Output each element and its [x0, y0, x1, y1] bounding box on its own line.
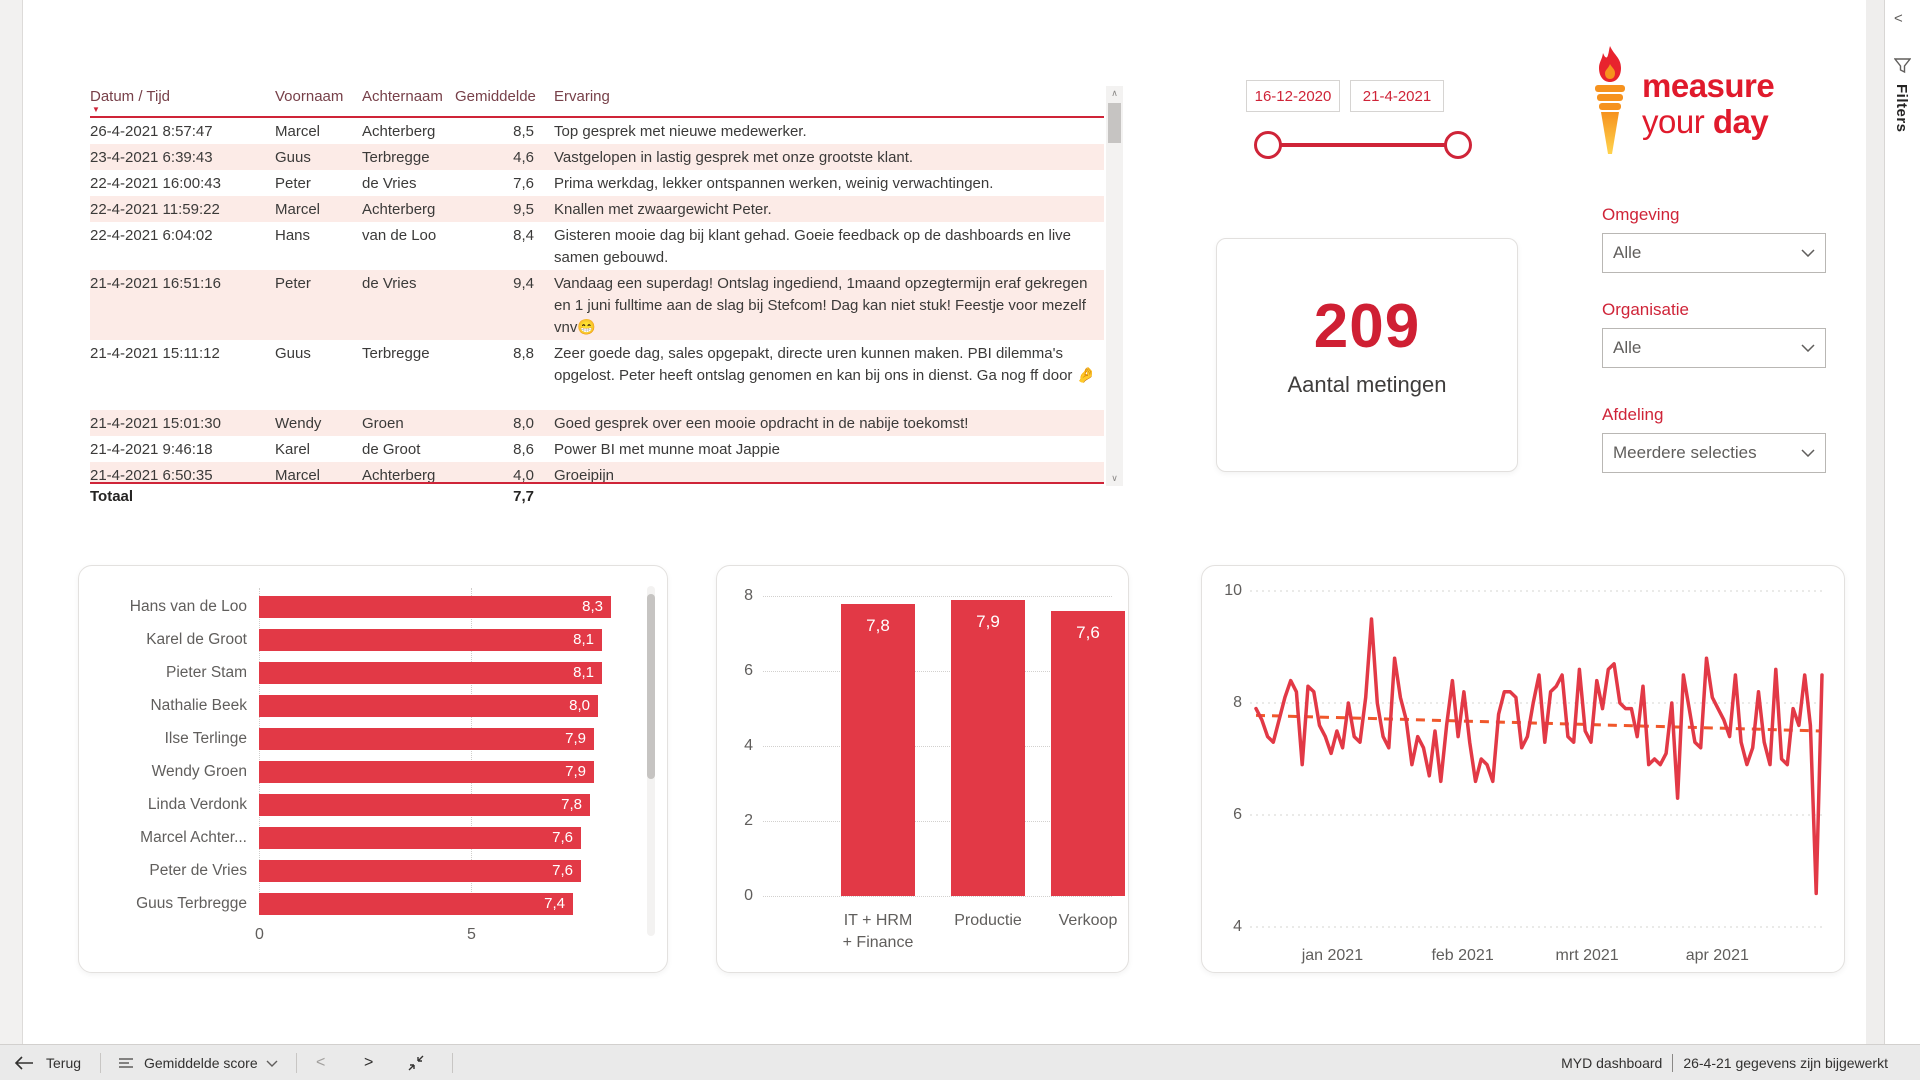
slicer-omgeving [1602, 205, 1826, 273]
table-row[interactable] [90, 270, 1104, 340]
left-gutter [0, 0, 23, 1080]
cell-ervaring: Gisteren mooie dag bij klant gehad. Goeie feedback op de dashboards en live samen gebouwd. [554, 227, 1072, 266]
table-header-row [90, 86, 1104, 118]
cell-datum: 21-4-2021 15:01:30 [90, 415, 221, 432]
cell-gemiddelde: 8,0 [513, 415, 534, 432]
column-value-label: 7,6 [1076, 623, 1100, 642]
column-bar[interactable] [841, 604, 915, 897]
collapse-arrows-icon [408, 1055, 424, 1071]
chevron-down-icon [1801, 344, 1815, 352]
cell-achternaam: Groen [362, 415, 404, 432]
column-chart-card-afdeling [716, 565, 1129, 973]
bar-category-label: Hans van de Loo [129, 598, 247, 615]
column-header-datum[interactable] [90, 86, 275, 114]
line-chart-card-trend [1201, 565, 1845, 973]
table-row[interactable] [90, 170, 1104, 196]
bar-row[interactable] [97, 761, 627, 783]
measure-your-day-logo [1588, 46, 1774, 166]
scroll-up-icon[interactable]: ∧ [1111, 88, 1118, 98]
dashboard-title: MYD dashboard [1561, 1055, 1663, 1071]
cell-datum: 22-4-2021 16:00:43 [90, 175, 221, 192]
y-axis-tick-label: 0 [744, 887, 753, 904]
divider [1672, 1054, 1673, 1072]
column-header-achternaam[interactable]: Achternaam [362, 88, 443, 105]
cell-gemiddelde: 8,5 [513, 123, 534, 140]
bar-rows [97, 596, 627, 926]
bar-track [259, 662, 627, 684]
total-label: Totaal [90, 487, 134, 505]
bar-row[interactable] [97, 596, 627, 618]
cell-datum: 21-4-2021 9:46:18 [90, 441, 213, 458]
page-list-icon [118, 1057, 134, 1069]
bar-row[interactable] [97, 662, 627, 684]
cell-voornaam: Peter [275, 275, 311, 292]
cell-voornaam: Peter [275, 175, 311, 192]
x-axis-tick-label: feb 2021 [1431, 947, 1494, 964]
cell-ervaring: Power BI met munne moat Jappie [554, 441, 780, 458]
cell-ervaring: Vandaag een superdag! Ontslag ingediend, 1maand opzegtermijn eraf gekregen en 1 juni fulltime aan de slag bij Stefcom! Dag kan niet stuk! Feestje voor mezelf vnv😁 [554, 275, 1088, 336]
slicer-value: Meerdere selecties [1613, 443, 1757, 462]
cell-datum: 22-4-2021 6:04:02 [90, 227, 213, 244]
slicer-label: Omgeving [1602, 205, 1680, 224]
y-axis-tick-label: 4 [1233, 918, 1242, 935]
bar[interactable] [259, 893, 573, 915]
bar[interactable] [259, 695, 598, 717]
bottom-navigation-bar [0, 1044, 1920, 1080]
bar-track [259, 596, 627, 618]
table-row[interactable] [90, 436, 1104, 462]
column-bar[interactable] [1051, 611, 1125, 896]
last-updated-status: 26-4-21 gegevens zijn bijgewerkt [1683, 1055, 1888, 1071]
sort-descending-icon: ▼ [92, 105, 100, 114]
cell-datum: 21-4-2021 15:11:12 [90, 345, 220, 362]
bar[interactable] [259, 827, 581, 849]
cell-voornaam: Marcel [275, 201, 321, 218]
exit-focus-mode-button[interactable] [408, 1045, 424, 1080]
table-total-row [90, 482, 1104, 508]
slicer-organisatie [1602, 300, 1826, 368]
column-plot-area [763, 566, 1118, 972]
table-body [90, 118, 1104, 482]
date-end-input[interactable]: 21-4-2021 [1350, 80, 1444, 112]
bar-track [259, 794, 627, 816]
cell-achternaam: Achterberg [362, 467, 436, 482]
kpi-label: Aantal metingen [1287, 372, 1447, 397]
bar-row[interactable] [97, 827, 627, 849]
y-axis-tick-label: 2 [744, 812, 753, 829]
x-axis-category-label: Verkoop [1058, 912, 1118, 929]
bar-row[interactable] [97, 695, 627, 717]
x-axis-tick-5: 5 [467, 926, 476, 943]
scroll-down-icon[interactable]: ∨ [1111, 473, 1118, 483]
cell-gemiddelde: 8,6 [513, 441, 534, 458]
divider [296, 1053, 297, 1073]
bar-value-label: 7,9 [565, 763, 586, 780]
slicer-dropdown-omgeving[interactable] [1602, 233, 1826, 273]
table-row[interactable] [90, 410, 1104, 436]
bar-category-label: Guus Terbregge [136, 895, 247, 912]
cell-datum: 21-4-2021 6:50:35 [90, 467, 213, 482]
date-slider-handle-start[interactable] [1254, 131, 1282, 159]
gridline [763, 896, 1112, 897]
scrollbar-thumb[interactable] [1108, 103, 1121, 143]
chevron-down-icon [1801, 449, 1815, 457]
table-row[interactable] [90, 222, 1104, 270]
cell-voornaam: Hans [275, 227, 311, 244]
cell-voornaam: Guus [275, 345, 311, 362]
y-axis-tick-label: 8 [1233, 694, 1242, 711]
cell-voornaam: Karel [275, 441, 311, 458]
kpi-value: 209 [1313, 292, 1421, 361]
slicer-label: Organisatie [1602, 300, 1689, 319]
y-axis-tick-label: 8 [744, 587, 753, 604]
bar-category-label: Pieter Stam [166, 664, 247, 681]
logo-line2-bold: day [1712, 103, 1769, 140]
bar[interactable] [259, 596, 611, 618]
cell-voornaam: Guus [275, 149, 311, 166]
total-value: 7,7 [513, 487, 534, 505]
scrollbar-thumb[interactable] [647, 594, 655, 779]
column-header-voornaam[interactable]: Voornaam [275, 88, 344, 105]
bar-category-label: Peter de Vries [149, 862, 247, 879]
footer-status [1561, 1045, 1888, 1080]
bar-value-label: 8,0 [569, 697, 590, 714]
gridline [763, 596, 1112, 597]
cell-voornaam: Wendy [275, 415, 322, 432]
column-value-label: 7,8 [866, 615, 890, 635]
cell-gemiddelde: 7,6 [513, 175, 534, 192]
score-line-series[interactable] [1256, 619, 1822, 893]
cell-gemiddelde: 9,4 [513, 275, 534, 292]
bar[interactable] [259, 629, 602, 651]
bar[interactable] [259, 761, 594, 783]
kpi-card-aantal-metingen [1216, 238, 1518, 472]
filters-pane-collapsed [1884, 0, 1920, 1044]
slicer-label: Afdeling [1602, 405, 1664, 424]
cell-ervaring: Prima werkdag, lekker ontspannen werken, weinig verwachtingen. [554, 175, 994, 192]
slicer-afdeling [1602, 405, 1826, 473]
bar-track [259, 629, 627, 651]
cell-gemiddelde: 4,6 [513, 149, 534, 166]
expand-filters-chevron-icon[interactable]: < [1894, 10, 1903, 27]
cell-achternaam: de Groot [362, 441, 421, 458]
table-row[interactable] [90, 118, 1104, 144]
bar[interactable] [259, 794, 590, 816]
bar-row[interactable] [97, 893, 627, 915]
trend-line [1256, 715, 1822, 731]
column-header-gemiddelde[interactable]: Gemiddelde [455, 88, 536, 105]
x-axis-tick-label: apr 2021 [1685, 947, 1749, 964]
logo-line1: measure [1642, 67, 1775, 104]
x-axis-tick-0: 0 [255, 926, 264, 943]
bar-value-label: 8,1 [573, 631, 594, 648]
filters-pane-label[interactable]: Filters [1893, 84, 1910, 133]
bar[interactable] [259, 728, 594, 750]
logo-line2-regular: your [1642, 103, 1713, 140]
slicer-value: Alle [1613, 243, 1642, 262]
cell-achternaam: de Vries [362, 275, 417, 292]
bar-category-label: Marcel Achter... [140, 829, 247, 846]
page-selector-label: Gemiddelde score [144, 1055, 258, 1071]
column-value-label: 7,9 [976, 611, 1000, 631]
cell-achternaam: Terbregge [362, 345, 430, 362]
cell-gemiddelde: 8,4 [513, 227, 534, 244]
x-axis-tick-label: jan 2021 [1301, 947, 1364, 964]
experience-table [90, 86, 1104, 508]
page-selector[interactable] [118, 1045, 278, 1080]
cell-datum: 22-4-2021 11:59:22 [90, 201, 220, 218]
torch-icon [1588, 46, 1632, 166]
cell-achternaam: Achterberg [362, 123, 436, 140]
bar-value-label: 7,4 [544, 895, 565, 912]
bar-category-label: Karel de Groot [146, 631, 247, 648]
cell-achternaam: Terbregge [362, 149, 430, 166]
date-start-input[interactable]: 16-12-2020 [1246, 80, 1340, 112]
cell-ervaring: Knallen met zwaargewicht Peter. [554, 201, 772, 218]
bar-chart-card-personen [78, 565, 668, 973]
column-header-label: Datum / Tijd [90, 88, 171, 105]
x-axis-tick-label: mrt 2021 [1555, 947, 1619, 964]
bar-value-label: 7,9 [565, 730, 586, 747]
y-axis-tick-label: 4 [744, 737, 753, 754]
bar-value-label: 7,6 [552, 829, 573, 846]
bar-row[interactable] [97, 860, 627, 882]
bar-track [259, 893, 627, 915]
cell-voornaam: Marcel [275, 123, 321, 140]
cell-ervaring: Goed gesprek over een mooie opdracht in de nabije toekomst! [554, 415, 969, 432]
slicer-value: Alle [1613, 338, 1642, 357]
date-slider-track[interactable] [1276, 143, 1452, 147]
previous-page-button[interactable]: < [316, 1054, 326, 1071]
y-axis-tick-label: 6 [1233, 806, 1242, 823]
y-axis-tick-label: 10 [1224, 582, 1242, 599]
cell-gemiddelde: 9,5 [513, 201, 534, 218]
cell-ervaring: Vastgelopen in lastig gesprek met onze grootste klant. [554, 149, 914, 166]
divider [100, 1053, 101, 1073]
bar-track [259, 728, 627, 750]
bar-row[interactable] [97, 629, 627, 651]
bar-track [259, 860, 627, 882]
bar-category-label: Linda Verdonk [147, 796, 247, 813]
bar-category-label: Nathalie Beek [150, 697, 247, 714]
chevron-down-icon [266, 1060, 278, 1067]
cell-datum: 21-4-2021 16:51:16 [90, 275, 221, 292]
cell-achternaam: van de Loo [362, 227, 437, 244]
x-axis-category-label: Productie [954, 912, 1022, 929]
cell-gemiddelde: 4,0 [513, 467, 534, 482]
cell-ervaring: Groeipijn [554, 467, 615, 482]
cell-datum: 26-4-2021 8:57:47 [90, 123, 213, 140]
y-axis-tick-label: 6 [744, 662, 753, 679]
back-arrow-icon [14, 1056, 34, 1070]
bar-category-label: Wendy Groen [151, 763, 247, 780]
bar-value-label: 7,6 [552, 862, 573, 879]
bar-value-label: 7,8 [561, 796, 582, 813]
slicer-dropdown-organisatie[interactable] [1602, 328, 1826, 368]
divider [452, 1053, 453, 1073]
date-slider-handle-end[interactable] [1444, 131, 1472, 159]
bar-track [259, 827, 627, 849]
chevron-down-icon [1801, 249, 1815, 257]
next-page-button[interactable]: > [364, 1054, 374, 1071]
bar-value-label: 8,1 [573, 664, 594, 681]
bar-value-label: 8,3 [582, 598, 603, 615]
bar-track [259, 761, 627, 783]
chart-scrollbar[interactable] [647, 586, 655, 936]
logo-wordmark [1642, 68, 1774, 140]
table-row[interactable] [90, 144, 1104, 170]
bar[interactable] [259, 860, 581, 882]
filter-funnel-icon [1894, 58, 1911, 79]
cell-ervaring: Zeer goede dag, sales opgepakt, directe uren kunnen maken. PBI dilemma's opgelost. Peter heeft ontslag genomen en kan bij ons in dienst. Ga nog ff door 🤌 [554, 345, 1096, 384]
cell-achternaam: Achterberg [362, 201, 436, 218]
table-row[interactable] [90, 462, 1104, 482]
cell-ervaring: Top gesprek met nieuwe medewerker. [554, 123, 807, 140]
line-chart-svg [1202, 566, 1842, 970]
x-axis-category-label: IT + HRM + Finance [842, 912, 914, 951]
bar-row[interactable] [97, 794, 627, 816]
column-bar[interactable] [951, 600, 1025, 896]
column-header-ervaring[interactable]: Ervaring [554, 88, 610, 105]
table-row[interactable] [90, 340, 1104, 410]
bar[interactable] [259, 662, 602, 684]
back-button[interactable] [14, 1045, 81, 1080]
cell-datum: 23-4-2021 6:39:43 [90, 149, 213, 166]
right-gutter [1866, 0, 1884, 1044]
bar-category-label: Ilse Terlinge [164, 730, 247, 747]
cell-voornaam: Marcel [275, 467, 321, 482]
bar-track [259, 695, 627, 717]
cell-gemiddelde: 8,8 [513, 345, 534, 362]
table-scrollbar[interactable] [1106, 86, 1123, 486]
cell-achternaam: de Vries [362, 175, 417, 192]
slicer-dropdown-afdeling[interactable] [1602, 433, 1826, 473]
back-label: Terug [46, 1055, 82, 1071]
bar-row[interactable] [97, 728, 627, 750]
table-row[interactable] [90, 196, 1104, 222]
